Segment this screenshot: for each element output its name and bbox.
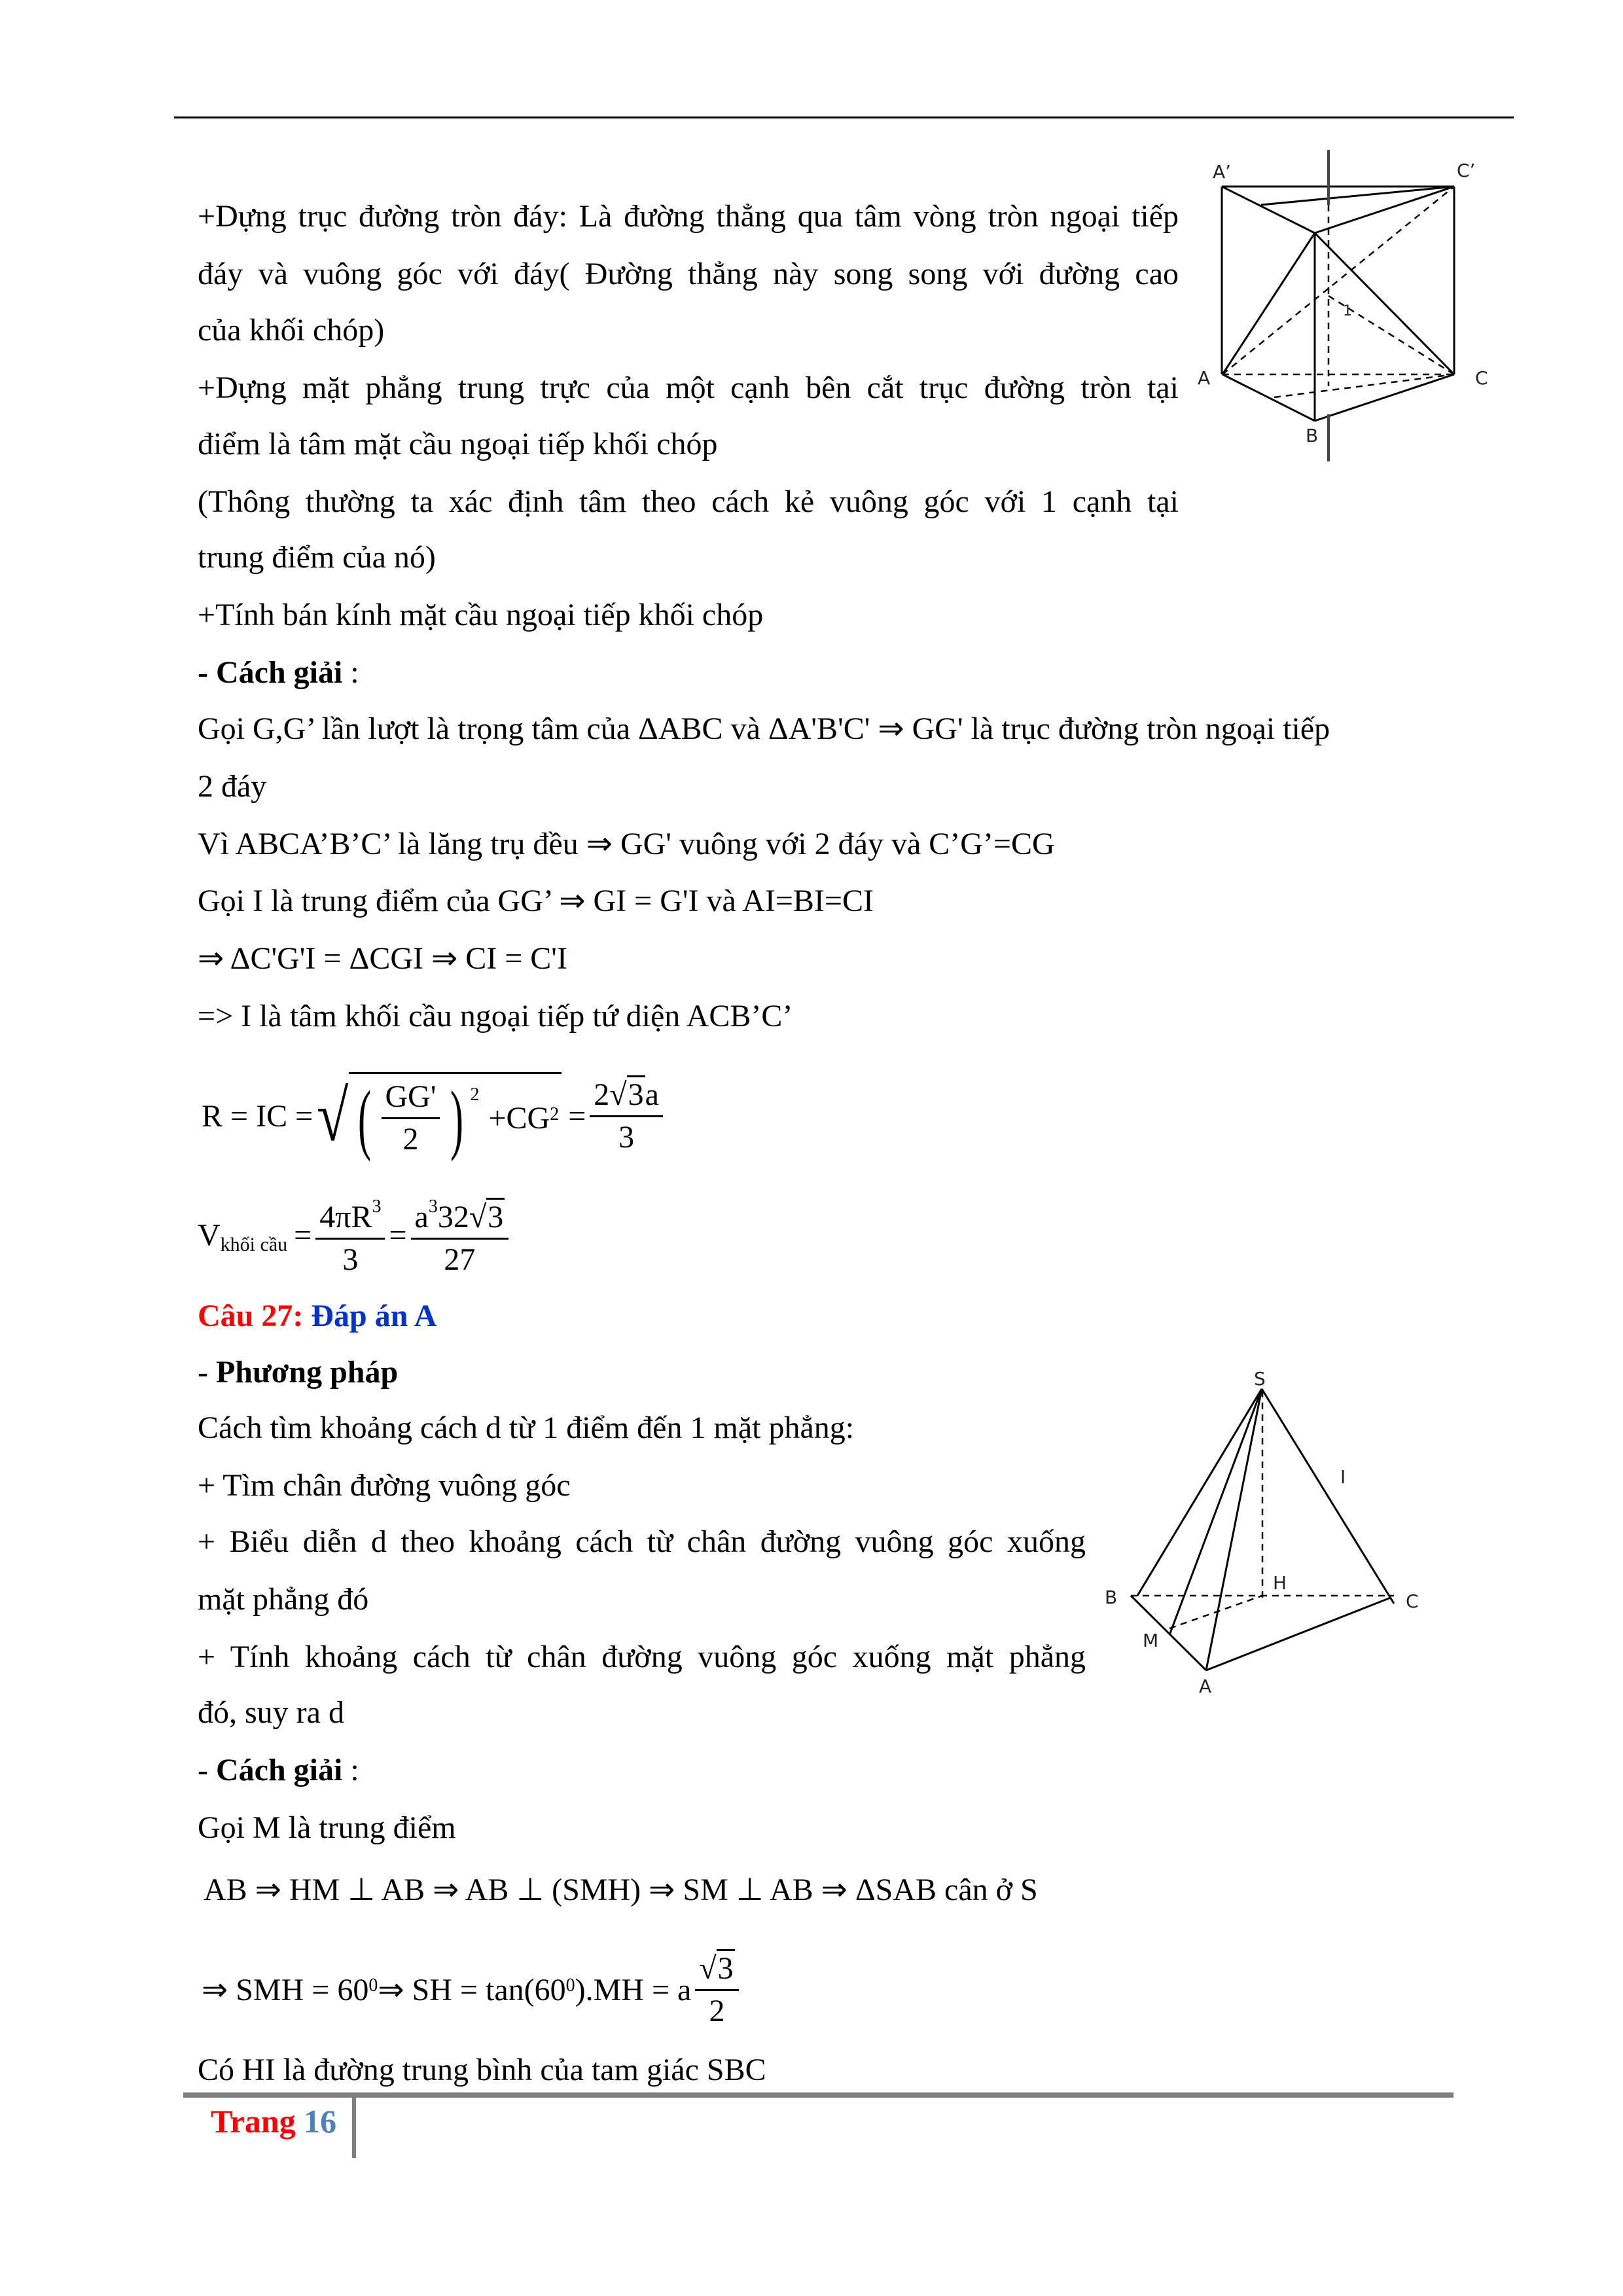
solution-heading: - Cách giải : <box>198 655 359 690</box>
text-line: trung điểm của nó) <box>198 540 436 575</box>
label-c: C <box>1475 367 1488 389</box>
text-line: Vì ABCA’B’C’ là lăng trụ đều ⇒ GG' vuông với 2 đáy và C’G’=CG <box>198 827 1055 861</box>
label-i: I <box>1340 1466 1346 1488</box>
pyramid-figure <box>0 1342 1623 1708</box>
label-c-prime: C’ <box>1457 160 1476 181</box>
text-line: + Biểu diễn d theo khoảng cách từ chân đường vuông góc xuống <box>198 1524 1086 1559</box>
label-a: A <box>1198 367 1211 389</box>
angle-formula: ⇒ SMH = 60 0 ⇒ SH = tan(60 0 ).MH = a $\frac{√3}{2}$ <box>202 1937 743 2042</box>
text-line: + Tìm chân đường vuông góc <box>198 1468 571 1503</box>
text-line: đáy và vuông góc với đáy( Đường thẳng này song song với đường cao <box>198 257 1179 291</box>
text-line: => I là tâm khối cầu ngoại tiếp tứ diện ACB’C’ <box>198 999 793 1033</box>
text-line: của khối chóp) <box>198 313 385 348</box>
radius-formula: R = IC = √ ( $\frac{GG'}{2}$ ) 2 +CG 2 = $\frac{2√3a}{3}$ <box>202 1060 667 1172</box>
text-line: điểm là tâm mặt cầu ngoại tiếp khối chóp <box>198 427 718 461</box>
label-s: S <box>1254 1368 1266 1390</box>
text-line: (Thông thường ta xác định tâm theo cách kẻ vuông góc với 1 cạnh tại <box>198 484 1179 519</box>
footer-rule <box>183 2092 1454 2098</box>
text-line: Gọi I là trung điểm của GG’ ⇒ GI = G'I và AI=BI=CI <box>198 884 874 918</box>
text-line: +Dựng trục đường tròn đáy: Là đường thẳng qua tâm vòng tròn ngoại tiếp <box>198 199 1179 234</box>
label-h: H <box>1273 1572 1287 1594</box>
label-b: B <box>1105 1587 1118 1608</box>
text-line: ⇒ ΔC'G'I = ΔCGI ⇒ CI = C'I <box>198 941 567 976</box>
footer-divider <box>352 2098 356 2158</box>
label-a: A <box>1199 1676 1212 1697</box>
text-line: 2 đáy <box>198 769 267 804</box>
perpendicular-formula: AB ⇒ HM ⊥ AB ⇒ AB ⊥ (SMH) ⇒ SM ⊥ AB ⇒ ΔSAB cân ở S <box>204 1873 1038 1907</box>
label-m: M <box>1143 1630 1159 1651</box>
label-a-prime: A’ <box>1213 161 1232 183</box>
text-line: đó, suy ra d <box>198 1695 344 1730</box>
page-number: Trang 16 <box>211 2103 337 2140</box>
text-line: mặt phẳng đó <box>198 1582 369 1617</box>
solution-heading: - Cách giải : <box>198 1753 359 1787</box>
text-line: Gọi M là trung điểm <box>198 1810 456 1845</box>
text-line: Cách tìm khoảng cách d từ 1 điểm đến 1 mặt phẳng: <box>198 1410 855 1445</box>
volume-formula: V khối cầu = $\frac{4\pi R^3}{3}$ = $\frac{a^332√3}{27}$ <box>198 1188 512 1283</box>
method-heading: - Phương pháp <box>198 1355 399 1390</box>
prism-figure <box>0 0 1623 524</box>
text-line: +Tính bán kính mặt cầu ngoại tiếp khối chóp <box>198 598 764 632</box>
label-b: B <box>1306 425 1319 446</box>
question-title: Câu 27: Đáp án A <box>198 1299 437 1333</box>
solution-label: Cách giải <box>215 655 343 690</box>
label-i: 1 <box>1343 303 1352 319</box>
label-c: C <box>1406 1590 1419 1612</box>
text-line: +Dựng mặt phẳng trung trực của một cạnh bên cắt trục đường tròn tại <box>198 370 1179 405</box>
text-line: + Tính khoảng cách từ chân đường vuông góc xuống mặt phẳng <box>198 1640 1086 1674</box>
text-line: Có HI là đường trung bình của tam giác SBC <box>198 2053 766 2087</box>
text-line: Gọi G,G’ lần lượt là trọng tâm của ΔABC và ΔA'B'C' ⇒ GG' là trục đường tròn ngoại tiếp <box>198 711 1330 746</box>
